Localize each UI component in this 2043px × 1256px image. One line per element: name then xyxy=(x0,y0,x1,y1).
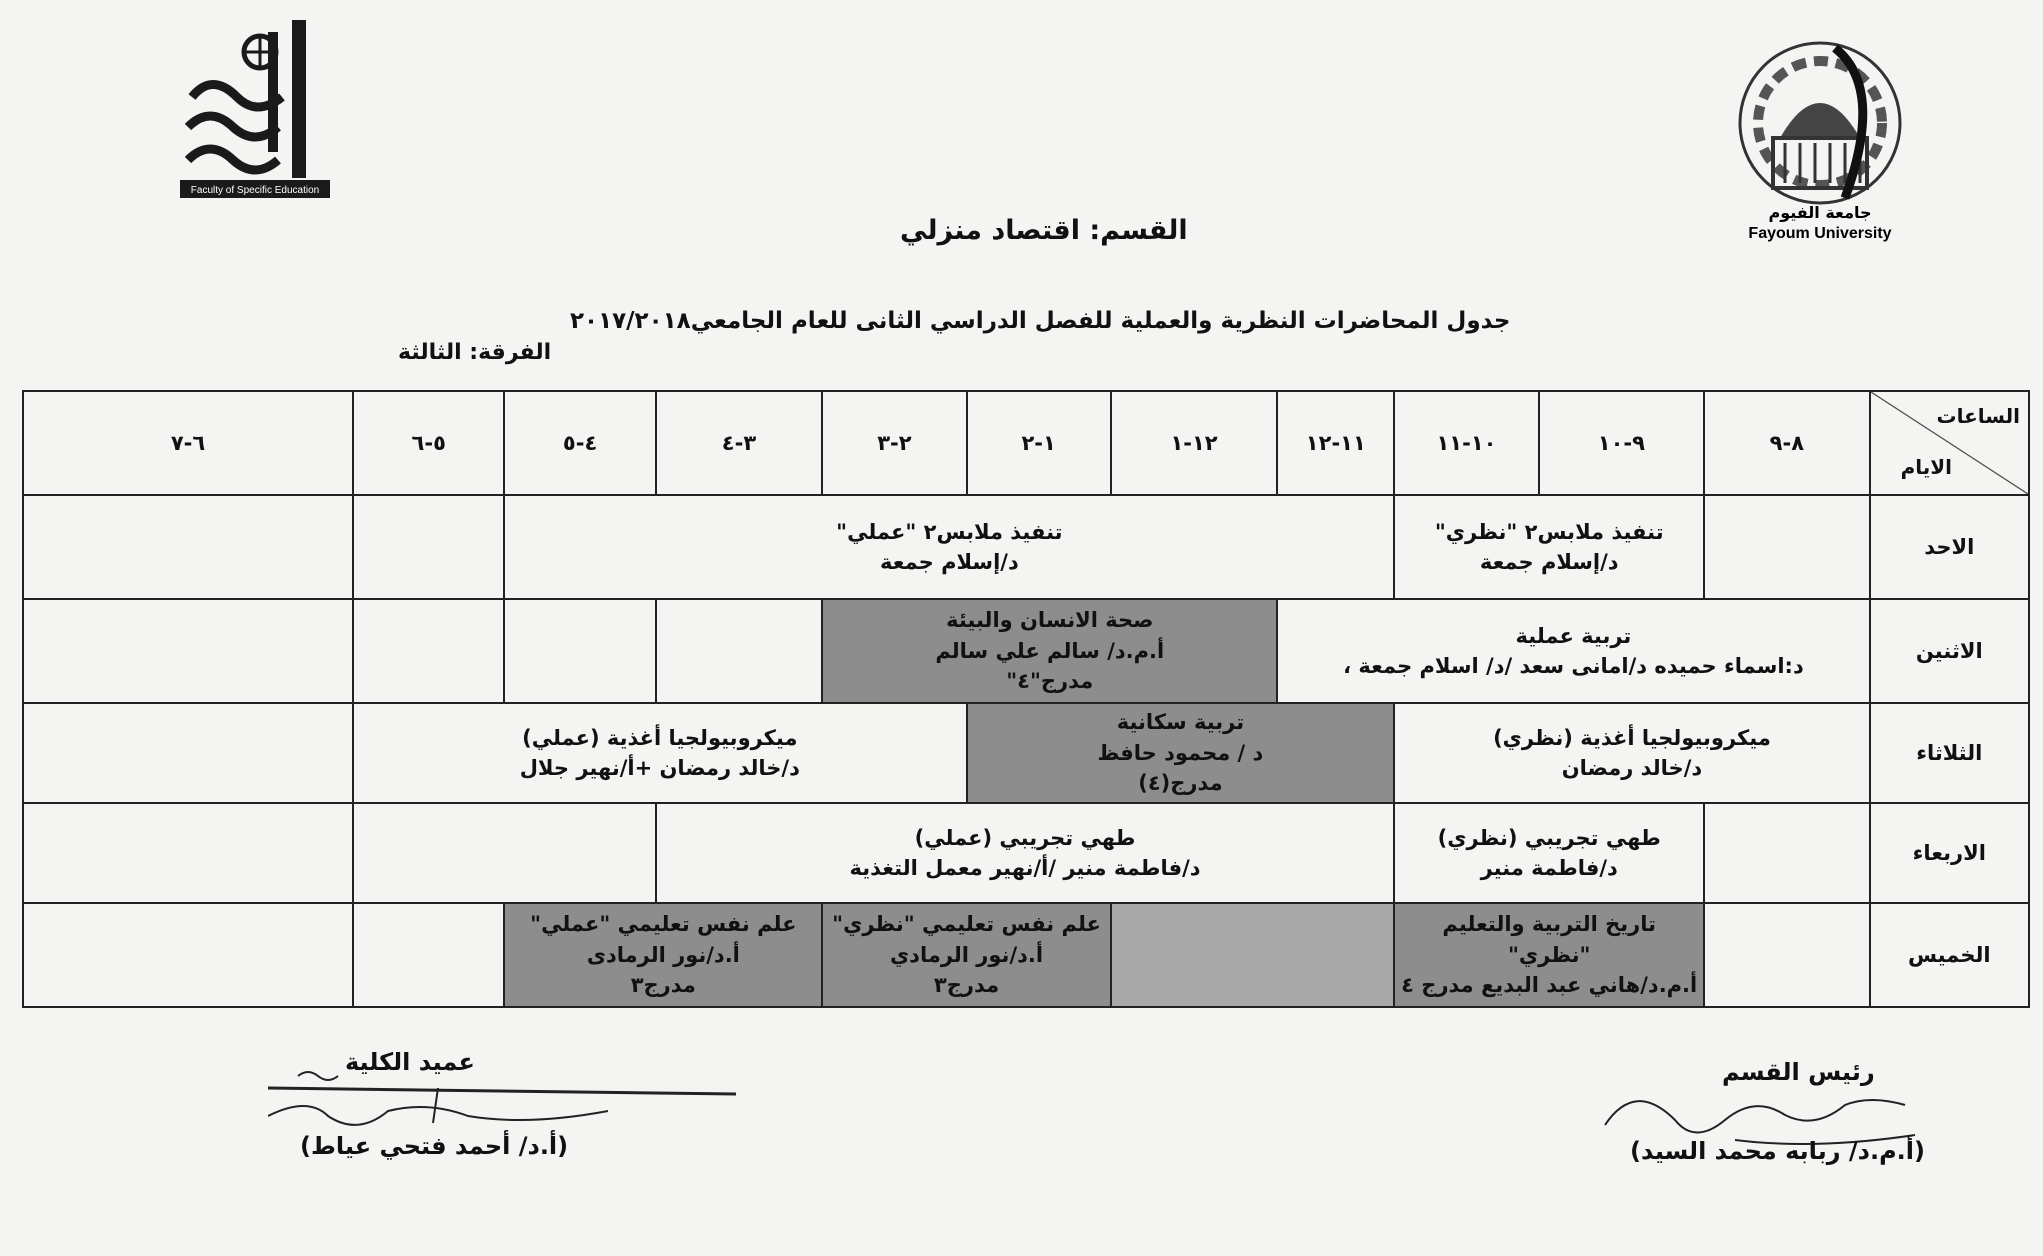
empty-cell xyxy=(23,495,353,599)
instructor: د / محمود حافظ xyxy=(1097,740,1264,765)
course-name: صحة الانسان والبيئة xyxy=(946,608,1154,633)
course-name: تربية عملية xyxy=(1515,623,1632,648)
university-logo-caption-en: Fayoum University xyxy=(1748,225,1892,242)
day-label: الخميس xyxy=(1870,903,2029,1007)
course-name: تنفيذ ملابس٢ "عملي" xyxy=(836,519,1063,544)
days-label: الايام xyxy=(1900,455,1953,479)
day-label: الثلاثاء xyxy=(1870,703,2029,803)
instructor: د/خالد رمضان +أ/نهير جلال xyxy=(519,756,800,780)
empty-cell xyxy=(353,495,504,599)
class-cell xyxy=(353,703,966,803)
dept-head-name: (أ.م.د/ ربابه محمد السيد) xyxy=(1630,1137,1925,1165)
empty-cell xyxy=(23,703,353,803)
dept-head-title: رئيس القسم xyxy=(1722,1058,1875,1086)
hour-header: ٤-٥ xyxy=(504,391,655,495)
instructor: أ.د/نور الرمادى xyxy=(586,942,740,967)
location: مدرج(٤) xyxy=(1138,771,1223,796)
empty-cell xyxy=(23,803,353,903)
empty-cell xyxy=(1704,803,1869,903)
day-label: الاحد xyxy=(1870,495,2029,599)
class-cell xyxy=(656,803,1395,903)
class-cell xyxy=(1394,495,1704,599)
dean-name: (أ.د/ أحمد فتحي عياط) xyxy=(300,1132,569,1160)
schedule-table xyxy=(22,390,2030,1008)
instructor: أ.م.د/ سالم علي سالم xyxy=(935,638,1165,663)
course-name: تربية سكانية xyxy=(1116,710,1245,735)
instructor: د/إسلام جمعة xyxy=(879,550,1019,574)
instructor: د/خالد رمضان xyxy=(1561,756,1703,780)
class-cell xyxy=(1394,903,1704,1007)
dean-signature xyxy=(268,1068,738,1138)
hour-header: ١٢-١ xyxy=(1111,391,1277,495)
location: مدرج"٤" xyxy=(1006,669,1094,694)
day-row-sunday xyxy=(23,495,2029,599)
class-cell xyxy=(967,703,1395,803)
university-logo-caption-ar: جامعة الفيوم xyxy=(1768,203,1872,222)
schedule-title: جدول المحاضرات النظرية والعملية للفصل الدراسي الثانى للعام الجامعي٢٠١٧/٢٠١٨ xyxy=(570,308,1511,334)
hour-header: ٨-٩ xyxy=(1704,391,1869,495)
class-cell xyxy=(504,903,822,1007)
instructor: د:اسماء حميده د/امانى سعد /د/ اسلام جمعة ، xyxy=(1343,654,1804,678)
department-title: القسم: اقتصاد منزلي xyxy=(900,215,1188,246)
course-name: ميكروبيولجيا أغذية (نظري) xyxy=(1493,725,1771,750)
course-name: طهي تجريبي (عملي) xyxy=(914,825,1136,850)
day-row-wednesday xyxy=(23,803,2029,903)
year-level: الفرقة: الثالثة xyxy=(398,340,552,365)
faculty-logo xyxy=(180,12,330,202)
empty-cell xyxy=(23,599,353,703)
empty-cell xyxy=(656,599,822,703)
hour-header: ١١-١٢ xyxy=(1277,391,1394,495)
course-name: تنفيذ ملابس٢ "نظري" xyxy=(1434,519,1664,544)
faculty-logo-caption: Faculty of Specific Education xyxy=(190,185,320,196)
hour-header: ٣-٤ xyxy=(656,391,822,495)
empty-cell xyxy=(353,903,504,1007)
day-row-thursday xyxy=(23,903,2029,1007)
empty-cell xyxy=(353,803,656,903)
hours-header-row xyxy=(23,391,2029,495)
hour-header: ١٠-١١ xyxy=(1394,391,1538,495)
hour-header: ٦-٧ xyxy=(23,391,353,495)
corner-header-cell xyxy=(1870,391,2029,495)
location: مدرج٣ xyxy=(630,973,696,998)
course-name: علم نفس تعليمي "عملي" xyxy=(530,912,797,937)
hours-label: الساعات xyxy=(1936,404,2020,428)
hour-header: ٩-١٠ xyxy=(1539,391,1704,495)
university-logo xyxy=(1725,28,1925,248)
instructor: د/إسلام جمعة xyxy=(1479,550,1619,574)
day-label: الاربعاء xyxy=(1870,803,2029,903)
class-cell xyxy=(1394,703,1869,803)
instructor: أ.د/نور الرمادي xyxy=(889,942,1044,967)
class-cell xyxy=(504,495,1394,599)
hour-header: ٥-٦ xyxy=(353,391,504,495)
empty-cell xyxy=(1111,903,1395,1007)
day-row-monday xyxy=(23,599,2029,703)
instructor-location: أ.م.د/هاني عبد البديع مدرج ٤ xyxy=(1401,973,1698,998)
course-name: تاريخ التربية والتعليم "نظري" xyxy=(1442,912,1656,967)
instructor: د/فاطمة منير xyxy=(1480,856,1618,880)
empty-cell xyxy=(1704,903,1869,1007)
instructor: د/فاطمة منير /أ/نهير معمل التغذية xyxy=(849,856,1201,880)
empty-cell xyxy=(23,903,353,1007)
dean-title: عميد الكلية xyxy=(345,1048,475,1076)
course-name: ميكروبيولجيا أغذية (عملي) xyxy=(522,725,798,750)
empty-cell xyxy=(353,599,504,703)
course-name: طهي تجريبي (نظري) xyxy=(1437,825,1661,850)
day-row-tuesday xyxy=(23,703,2029,803)
class-cell xyxy=(1277,599,1869,703)
day-label: الاثنين xyxy=(1870,599,2029,703)
hour-header: ١-٢ xyxy=(967,391,1111,495)
empty-cell xyxy=(504,599,655,703)
location: مدرج٣ xyxy=(933,973,1000,998)
course-name: علم نفس تعليمي "نظري" xyxy=(832,912,1101,937)
empty-cell xyxy=(1704,495,1869,599)
class-cell xyxy=(1394,803,1704,903)
class-cell xyxy=(822,903,1111,1007)
hour-header: ٢-٣ xyxy=(822,391,966,495)
class-cell xyxy=(822,599,1277,703)
